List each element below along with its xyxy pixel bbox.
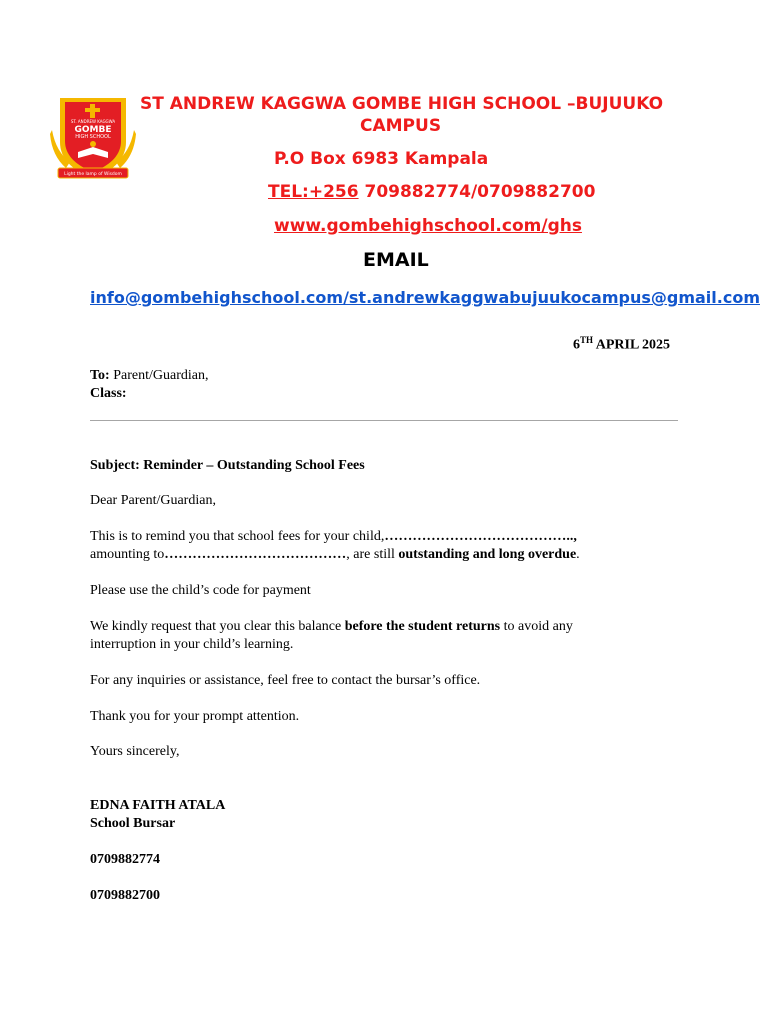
p3-text-b: to avoid any (500, 619, 573, 634)
date-rest: APRIL 2025 (593, 337, 671, 353)
po-box: P.O Box 6983 Kampala (274, 149, 489, 169)
telephone (268, 182, 595, 202)
phone-1: 0709882774 (90, 852, 160, 867)
to-label: To: (90, 368, 110, 383)
paragraph-4: For any inquiries or assistance, feel free to contact the bursar’s office. (90, 673, 481, 688)
website-link[interactable]: www.gombehighschool.com/ghs (274, 216, 582, 236)
paragraph-3 (90, 618, 573, 654)
p3-bold: before the student returns (344, 619, 501, 634)
school-logo (50, 92, 136, 184)
closing: Yours sincerely, (90, 744, 180, 759)
p3-text-a: We kindly request that you clear this balance (90, 619, 345, 634)
email-link[interactable]: info@gombehighschool.com/st.andrewkaggwabujuukocampus@gmail.com (90, 288, 760, 307)
logo-motto: Light the lamp of Wisdom (64, 172, 122, 177)
p3-text-c: interruption in your child’s learning. (90, 637, 294, 652)
p1-bold: outstanding and long overdue (398, 547, 577, 562)
p1-dots-child: ………………………………….., (384, 529, 577, 544)
p1-text-b: amounting to (90, 547, 165, 562)
school-name-line1: ST ANDREW KAGGWA GOMBE HIGH SCHOOL –BUJUUKO (140, 94, 664, 114)
logo-top-text: ST. ANDREW KAGGWA (70, 119, 116, 124)
email-label: EMAIL (363, 249, 429, 271)
recipient-to (90, 367, 208, 385)
p1-text-c: , are still (346, 547, 399, 562)
tel-numbers: 709882774/0709882700 (358, 182, 596, 202)
p1-end: . (576, 547, 580, 562)
p1-text-a: This is to remind you that school fees for your child, (90, 529, 385, 544)
phone-2: 0709882700 (90, 888, 160, 903)
school-crest-icon (50, 92, 136, 184)
p1-dots-amount: ………………………………… (164, 547, 347, 562)
to-value: Parent/Guardian, (109, 368, 209, 383)
letter-date (573, 331, 670, 355)
school-name-line2: CAMPUS (360, 116, 442, 136)
salutation: Dear Parent/Guardian, (90, 493, 216, 508)
paragraph-5: Thank you for your prompt attention. (90, 709, 300, 724)
class-label: Class: (90, 386, 127, 401)
date-suffix: TH (580, 335, 594, 345)
logo-name-line2: HIGH SCHOOL (75, 134, 111, 140)
signatory-name: EDNA FAITH ATALA (90, 798, 226, 813)
subject-line: Subject: Reminder – Outstanding School Fees (90, 458, 365, 473)
date-day: 6 (573, 337, 580, 353)
paragraph-2: Please use the child’s code for payment (90, 583, 311, 598)
paragraph-1 (90, 528, 580, 564)
tel-link[interactable]: TEL:+256 (268, 182, 359, 202)
logo-name-line1: GOMBE (74, 125, 112, 135)
divider (90, 420, 678, 421)
signatory-title: School Bursar (90, 816, 176, 831)
